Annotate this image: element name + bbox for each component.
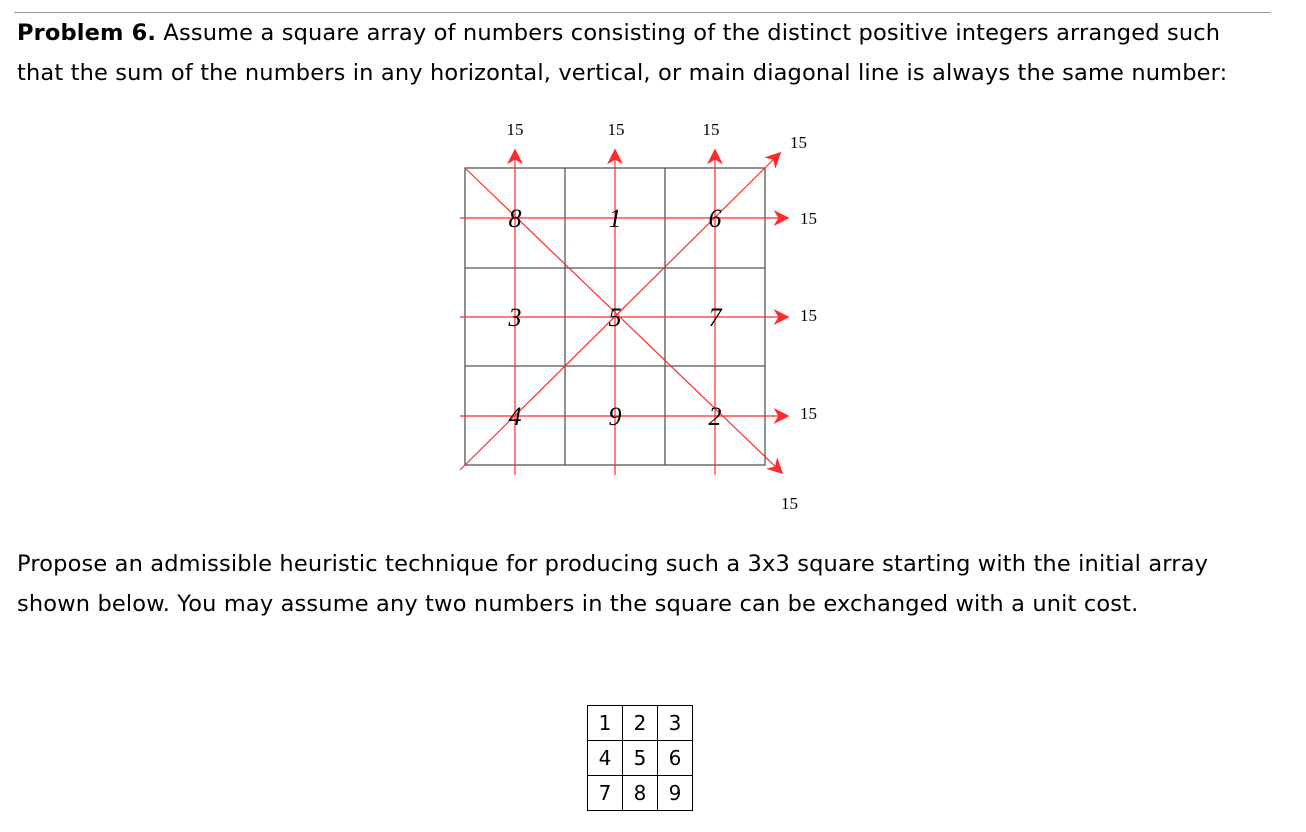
initial-cell: 6 [658, 741, 693, 776]
initial-cell: 5 [623, 741, 658, 776]
prompt-statement [17, 544, 1277, 624]
problem-text-2: that the sum of the numbers in any horizontal, vertical, or main diagonal line is always the same number: [17, 60, 1228, 86]
initial-cell: 7 [588, 776, 623, 811]
cell-r3c2: 9 [608, 402, 622, 431]
cell-r1c2: 1 [608, 204, 622, 233]
initial-array-table [587, 705, 693, 811]
problem-heading: Problem 6. [17, 20, 157, 46]
row-sum-1: 15 [800, 209, 817, 228]
problem-text-1: Assume a square array of numbers consisting of the distinct positive integers arranged such [163, 20, 1221, 46]
cell-r3c3: 2 [708, 402, 722, 431]
initial-array-row [588, 706, 693, 741]
column-sum-3: 15 [702, 120, 720, 139]
column-sum-2: 15 [607, 120, 625, 139]
cell-r1c3: 6 [708, 204, 722, 233]
prompt-line-1: Propose an admissible heuristic technique for producing such a 3x3 square starting with the initial array [17, 551, 1209, 577]
initial-cell: 8 [623, 776, 658, 811]
row-sum-3: 15 [800, 404, 817, 423]
cell-r3c1: 4 [508, 402, 522, 431]
problem-line-1 [17, 13, 1277, 53]
initial-array-row [588, 741, 693, 776]
magic-square-diagram [440, 110, 840, 520]
initial-cell: 2 [623, 706, 658, 741]
initial-cell: 9 [658, 776, 693, 811]
initial-cell: 3 [658, 706, 693, 741]
anti-diagonal-sum: 15 [790, 133, 807, 152]
cell-r2c1: 3 [508, 303, 522, 332]
main-diagonal-sum: 15 [781, 494, 798, 513]
prompt-line-2: shown below. You may assume any two numbers in the square can be exchanged with a unit cost. [17, 591, 1139, 617]
cell-r1c1: 8 [508, 204, 522, 233]
initial-cell: 4 [588, 741, 623, 776]
initial-cell: 1 [588, 706, 623, 741]
column-sum-1: 15 [506, 120, 524, 139]
row-sum-2: 15 [800, 306, 817, 325]
cell-r2c2: 5 [608, 303, 622, 332]
initial-array-row [588, 776, 693, 811]
cell-r2c3: 7 [708, 303, 722, 332]
problem-statement [17, 13, 1277, 93]
